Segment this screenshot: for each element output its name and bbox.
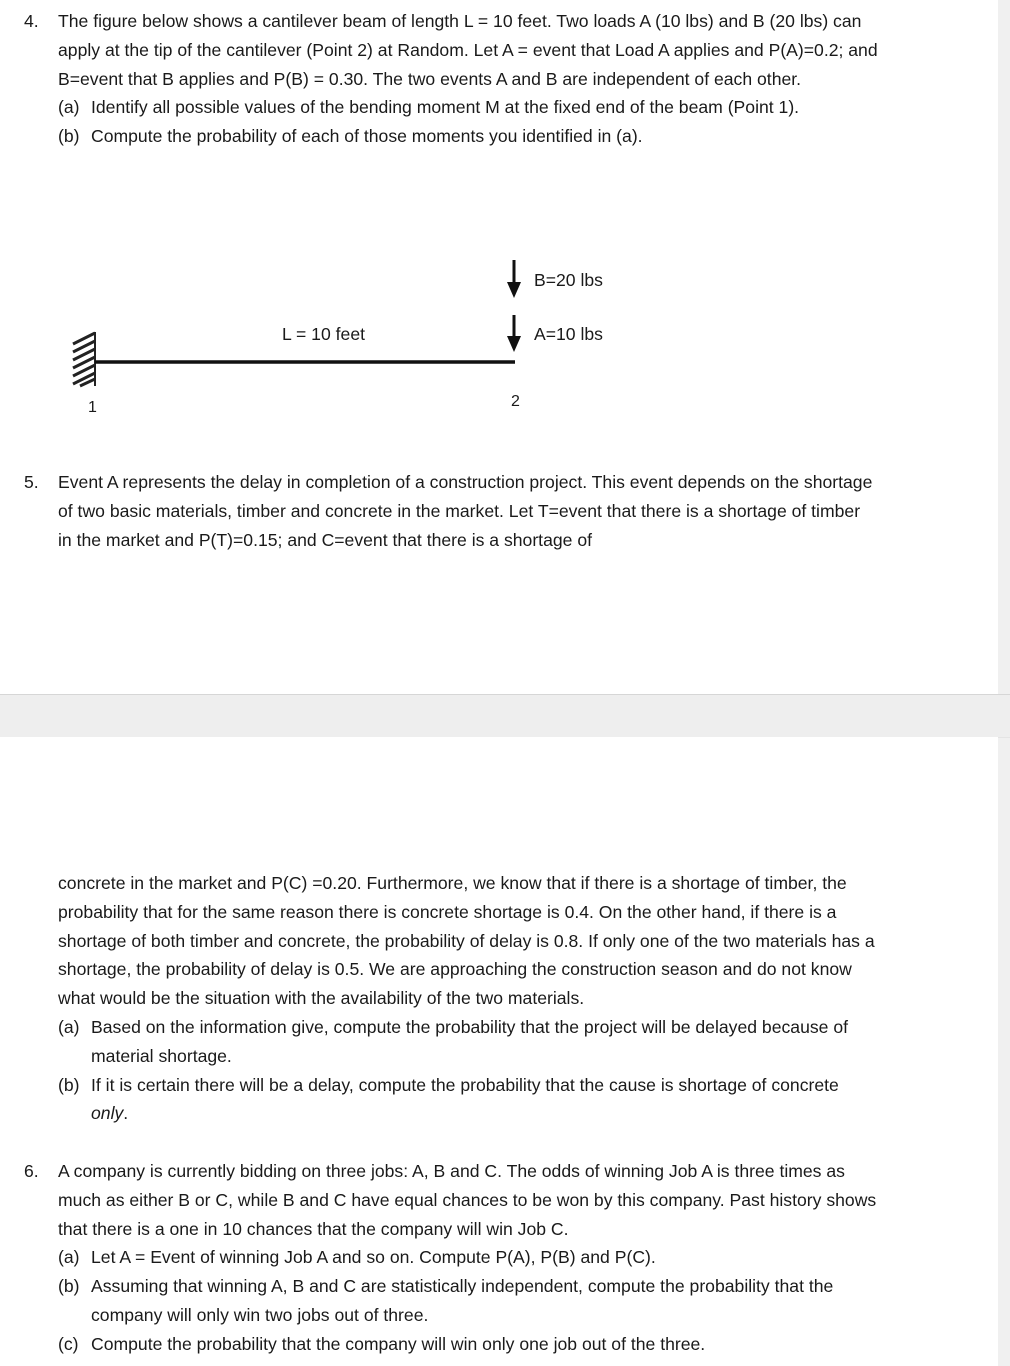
question-6-part-a [58, 1243, 878, 1272]
question-5-intro-page-2: concrete in the market and P(C) =0.20. Furthermore, we know that if there is a shortage of timber, the probability that for the same reason there is concrete shortage is 0.4. On the other hand, if there is a shortage of both timber and concrete, the probability of delay is 0.8. If only one of the two materials has a shortage, the probability of delay is 0.5. We are approaching the construction season and do not know what would be the situation with the availability of the two materials. [58, 873, 875, 1009]
load-b-arrow [507, 260, 521, 298]
question-5-continued [58, 869, 878, 1128]
question-4 [58, 7, 878, 151]
question-6-part-c [58, 1330, 878, 1359]
page-gap [0, 694, 1010, 738]
part-text: Compute the probability of each of those moments you identified in (a). [91, 126, 643, 147]
part-text: Compute the probability that the company will win only one job out of the three. [91, 1333, 706, 1354]
question-4-number: 4. [24, 11, 39, 31]
question-6 [58, 1157, 878, 1359]
part-text: Assuming that winning A, B and C are statistically independent, compute the probability that the company will only win two jobs out of three. [91, 1276, 834, 1325]
part-text: Let A = Event of winning Job A and so on. Compute P(A), P(B) and P(C). [91, 1247, 656, 1268]
part-text [91, 1071, 878, 1129]
load-a-label: A=10 lbs [534, 324, 603, 344]
viewer-right-margin [998, 0, 1010, 1366]
question-4-intro: The figure below shows a cantilever beam of length L = 10 feet. Two loads A (10 lbs) and B (20 lbs) can apply at the tip of the cantilever (Point 2) at Random. Let A = event that Load A applies and P(A)=0.2; and B=event that B applies and P(B) = 0.30. The two events A and B are independent of each other. [58, 11, 878, 89]
question-6-part-b [58, 1272, 878, 1330]
question-4-part-b [58, 122, 878, 151]
part-label: (a) [58, 1016, 80, 1037]
part-text-tail: . [123, 1103, 129, 1124]
question-5-number: 5. [24, 472, 39, 492]
part-label: (b) [58, 126, 80, 147]
point-2-label: 2 [511, 393, 520, 410]
part-label: (c) [58, 1333, 79, 1354]
part-text-main: If it is certain there will be a delay, compute the probability that the cause is shortage of concrete [91, 1074, 839, 1095]
part-text-emphasis: only [91, 1103, 124, 1124]
question-5-intro-page-1: Event A represents the delay in completion of a construction project. This event depends on the shortage of two basic materials, timber and concrete in the market. Let T=event that there is a shortage of timber in the market and P(T)=0.15; and C=event that there is a shortage of [58, 472, 873, 550]
point-1-label: 1 [88, 399, 97, 416]
load-b-label: B=20 lbs [534, 270, 603, 290]
part-label: (a) [58, 97, 80, 118]
question-5-part-b [58, 1071, 878, 1129]
question-6-number: 6. [24, 1161, 39, 1181]
document-page-2 [0, 737, 998, 1366]
part-text: Identify all possible values of the bending moment M at the fixed end of the beam (Point 1). [91, 97, 800, 118]
question-6-intro: A company is currently bidding on three jobs: A, B and C. The odds of winning Job A is three times as much as either B or C, while B and C have equal chances to be won by this company. Past history shows that there is a one in 10 chances that the company will win Job C. [58, 1161, 877, 1239]
load-a-arrow [507, 315, 521, 352]
part-text: Based on the information give, compute the probability that the project will be delayed because of material shortage. [91, 1016, 848, 1066]
question-5-part-a [58, 1013, 878, 1071]
beam-length-label: L = 10 feet [282, 324, 365, 344]
part-label: (b) [58, 1276, 80, 1297]
part-label: (b) [58, 1074, 80, 1095]
part-label: (a) [58, 1247, 80, 1268]
question-4-part-a [58, 93, 878, 122]
fixed-support-hatching [73, 333, 95, 386]
